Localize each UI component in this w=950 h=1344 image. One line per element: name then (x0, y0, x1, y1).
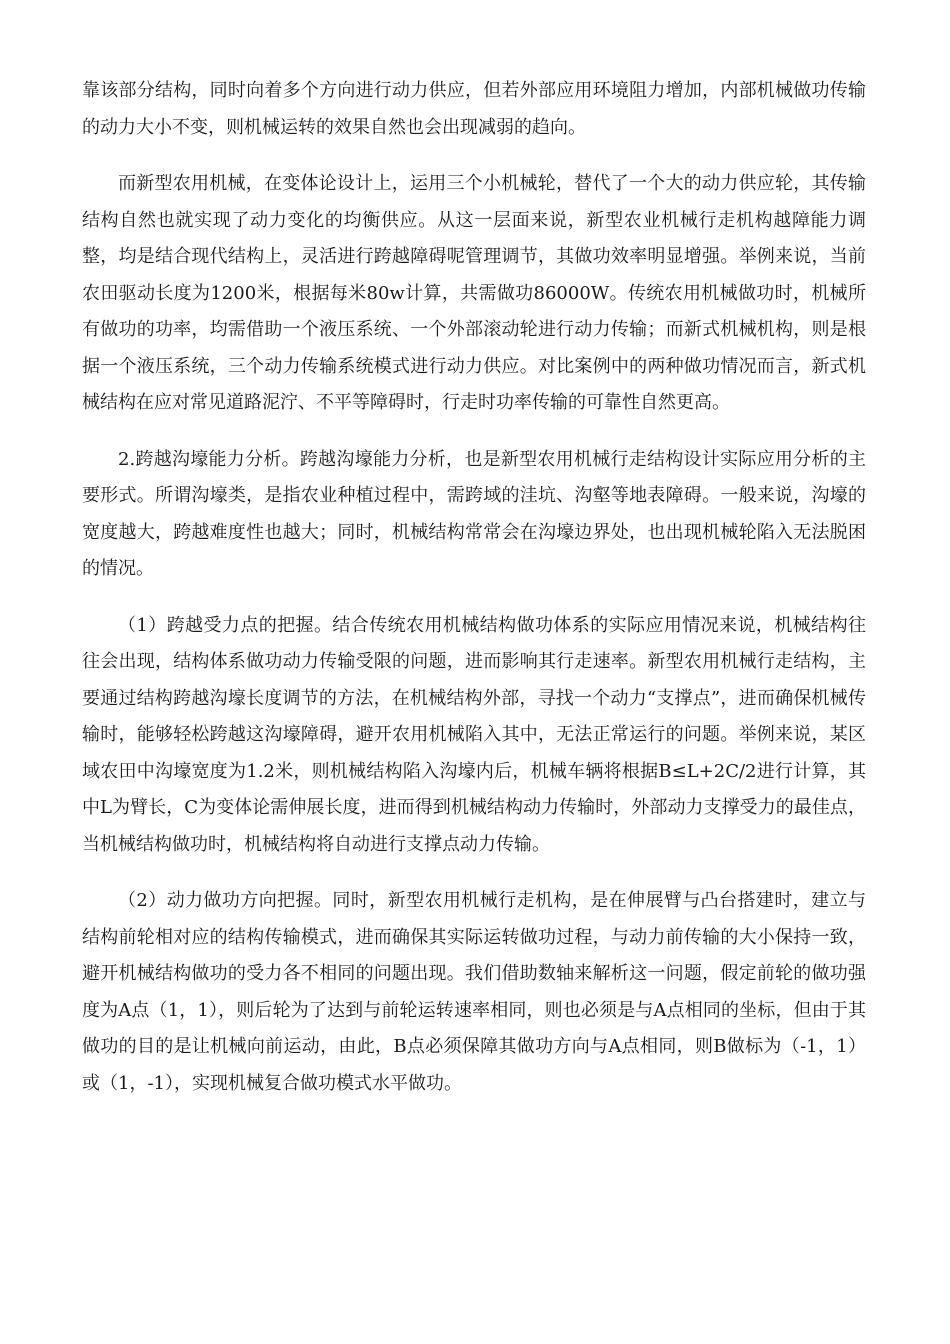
paragraph-continuation: 靠该部分结构，同时向着多个方向进行动力供应，但若外部应用环境阻力增加，内部机械做功传输的动力大小不变，则机械运转的效果自然也会出现减弱的趋向。 (82, 80, 866, 138)
paragraph-force-point: （1）跨越受力点的把握。结合传统农用机械结构做功体系的实际应用情况来说，机械结构往往会出现，结构体系做功动力传输受限的问题，进而影响其行走速率。新型农用机械行走结构，主要通过结构跨越沟壕长度调节的方法，在机械结构外部，寻找一个动力“支撑点”，进而确保机械传输时，能够轻松跨越这沟壕障碍，避开农用机械陷入其中，无法正常运行的问题。举例来说，某区域农田中沟壕宽度为1.2米，则机械结构陷入沟壕内后，机械车辆将根据B≤L+2C/2进行计算，其中L为臂长，C为变体论需伸展长度，进而得到机械结构动力传输时，外部动力支撑受力的最佳点，当机械结构做功时，机械结构将自动进行支撑点动力传输。 (82, 614, 866, 855)
document-body (82, 73, 866, 1122)
paragraph-trench-crossing-analysis: 2.跨越沟壕能力分析。跨越沟壕能力分析，也是新型农用机械行走结构设计实际应用分析的主要形式。所谓沟壕类，是指农业种植过程中，需跨域的洼坑、沟壑等地表障碍。一般来说，沟壕的宽度越大，跨越难度性也越大；同时，机械结构常常会在沟壕边界处，也出现机械轮陷入无法脱困的情况。 (82, 448, 866, 579)
paragraph-variable-body-design: 而新型农用机械，在变体论设计上，运用三个小机械轮，替代了一个大的动力供应轮，其传输结构自然也就实现了动力变化的均衡供应。从这一层面来说，新型农业机械行走机构越障能力调整，均是结合现代结构上，灵活进行跨越障碍呢管理调节，其做功效率明显增强。举例来说，当前农田驱动长度为1200米，根据每米80w计算，共需做功86000W。传统农用机械做功时，机械所有做功的功率，均需借助一个液压系统、一个外部滚动轮进行动力传输；而新式机械机构，则是根据一个液压系统，三个动力传输系统模式进行动力供应。对比案例中的两种做功情况而言，新式机械结构在应对常见道路泥泞、不平等障碍时，行走时功率传输的可靠性自然更高。 (82, 173, 866, 413)
paragraph-power-direction: （2）动力做功方向把握。同时，新型农用机械行走机构，是在伸展臂与凸台搭建时，建立与结构前轮相对应的结构传输模式，进而确保其实际运转做功过程，与动力前传输的大小保持一致，避开机械结构做功的受力各不相同的问题出现。我们借助数轴来解析这一问题，假定前轮的做功强度为A点（1，1），则后轮为了达到与前轮运转速率相同，则也必须是与A点相同的坐标，但由于其做功的目的是让机械向前运动，由此，B点必须保障其做功方向与A点相同，则B做标为（-1，1）或（1，-1），实现机械复合做功模式水平做功。 (82, 890, 866, 1094)
